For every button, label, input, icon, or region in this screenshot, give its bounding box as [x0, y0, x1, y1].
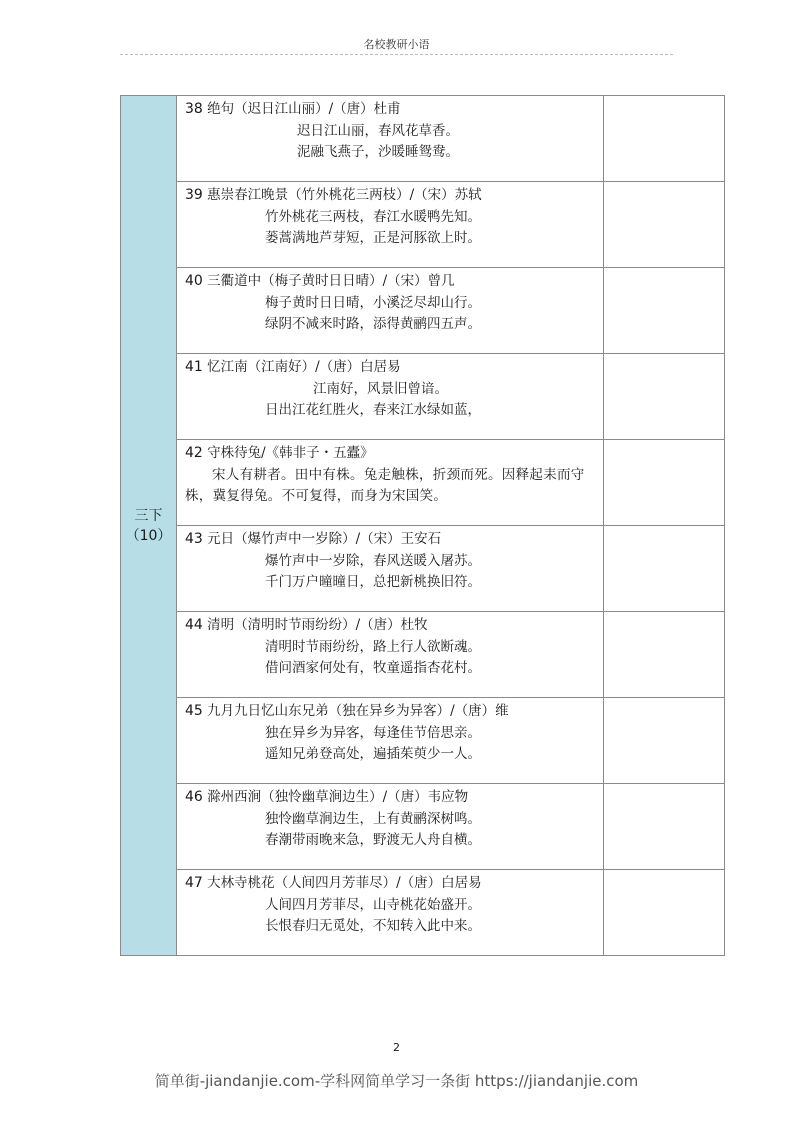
- poem-title: [185, 529, 597, 551]
- notes-cell: [604, 698, 725, 784]
- poem-line: 日出江花红胜火，春来江水绿如蓝，: [265, 402, 481, 418]
- poem-title: [185, 787, 597, 809]
- poem-title: [185, 357, 597, 379]
- poem-title-text: 三衢道中（梅子黄时日日晴）/（宋）曾几: [207, 273, 455, 289]
- poem-line: 梅子黄时日日晴，小溪泛尽却山行。: [265, 294, 481, 311]
- poem-cell: [177, 354, 604, 440]
- poem-line: 绿阴不减来时路，添得黄鹂四五声。: [265, 316, 481, 332]
- poem-number: 42: [185, 445, 203, 461]
- poem-table: [120, 95, 725, 956]
- poem-line: 长恨春归无觅处，不知转入此中来。: [265, 918, 481, 934]
- poem-title: [185, 701, 597, 723]
- poem-title-text: 元日（爆竹声中一岁除）/（宋）王安石: [207, 531, 442, 547]
- poem-cell: [177, 698, 604, 784]
- poem-title: [185, 271, 597, 293]
- prose-text: 宋人有耕者。田中有株。兔走触株，折颈而死。因释起耒而守株，冀复得兔。不可复得，而身为宋国笑。: [185, 466, 585, 504]
- poem-row: [121, 182, 725, 268]
- grade-cell: [121, 96, 177, 956]
- notes-cell: [604, 870, 725, 956]
- poem-cell: [177, 526, 604, 612]
- poem-row: [121, 526, 725, 612]
- poem-cell: [177, 182, 604, 268]
- poem-cell: [177, 870, 604, 956]
- poem-number: 44: [185, 617, 203, 633]
- page-number: 2: [393, 1041, 400, 1054]
- poem-number: 39: [185, 187, 203, 203]
- poem-row: [121, 784, 725, 870]
- poem-line: 千门万户曈曈日，总把新桃换旧符。: [265, 574, 481, 590]
- notes-cell: [604, 440, 725, 526]
- grade-count: （10）: [125, 527, 172, 544]
- notes-cell: [604, 354, 725, 440]
- notes-cell: [604, 612, 725, 698]
- poem-title-text: 守株待兔/《韩非子・五蠹》: [207, 445, 374, 461]
- poem-line: 春潮带雨晚来急，野渡无人舟自横。: [265, 832, 481, 848]
- poem-title-text: 绝句（迟日江山丽）/（唐）杜甫: [207, 101, 401, 117]
- notes-cell: [604, 182, 725, 268]
- poem-line: 迟日江山丽，春风花草香。: [297, 122, 459, 139]
- poem-title: [185, 873, 597, 895]
- poem-number: 45: [185, 703, 203, 719]
- poem-title-text: 九月九日忆山东兄弟（独在异乡为异客）/（唐）维: [207, 703, 509, 719]
- poem-row: [121, 268, 725, 354]
- poem-line: 爆竹声中一岁除，春风送暖入屠苏。: [265, 552, 481, 569]
- poem-cell: [177, 440, 604, 526]
- poem-row: [121, 612, 725, 698]
- grade-label: 三下: [134, 507, 163, 524]
- poem-line: 独在异乡为异客，每逢佳节倍思亲。: [265, 724, 481, 741]
- notes-cell: [604, 784, 725, 870]
- poem-row: [121, 698, 725, 784]
- poem-row: [121, 96, 725, 182]
- poem-number: 47: [185, 875, 203, 891]
- notes-cell: [604, 268, 725, 354]
- poem-title: [185, 443, 597, 465]
- poem-title-text: 忆江南（江南好）/（唐）白居易: [207, 359, 401, 375]
- poem-number: 38: [185, 101, 203, 117]
- poem-cell: [177, 612, 604, 698]
- footer-watermark: 简单街-jiandanjie.com-学科网简单学习一条街 https://jiandanjie.com: [154, 1072, 639, 1090]
- poem-row: [121, 870, 725, 956]
- poem-title: [185, 615, 597, 637]
- poem-title-text: 滁州西涧（独怜幽草涧边生）/（唐）韦应物: [207, 789, 469, 805]
- poem-title: [185, 185, 597, 207]
- poem-number: 46: [185, 789, 203, 805]
- poem-number: 40: [185, 273, 203, 289]
- poem-cell: [177, 268, 604, 354]
- poem-title-text: 大林寺桃花（人间四月芳菲尽）/（唐）白居易: [207, 875, 482, 891]
- poem-line: 遥知兄弟登高处，遍插茱萸少一人。: [265, 746, 481, 762]
- poem-cell: [177, 96, 604, 182]
- poem-title-text: 惠崇春江晚景（竹外桃花三两枝）/（宋）苏轼: [207, 187, 482, 203]
- poem-row: [121, 354, 725, 440]
- poem-line: 竹外桃花三两枝，春江水暖鸭先知。: [265, 208, 481, 225]
- poem-line: 清明时节雨纷纷，路上行人欲断魂。: [265, 638, 481, 655]
- poem-line: 独怜幽草涧边生，上有黄鹂深树鸣。: [265, 810, 481, 827]
- poem-line: 人间四月芳菲尽，山寺桃花始盛开。: [265, 896, 481, 913]
- poem-title-text: 清明（清明时节雨纷纷）/（唐）杜牧: [207, 617, 428, 633]
- poem-number: 43: [185, 531, 203, 547]
- poem-number: 41: [185, 359, 203, 375]
- notes-cell: [604, 96, 725, 182]
- poem-line: 江南好，风景旧曾谙。: [313, 380, 448, 397]
- header-divider: [120, 54, 673, 55]
- poem-row: [121, 440, 725, 526]
- poem-title: [185, 99, 597, 121]
- poem-line: 泥融飞燕子，沙暖睡鸳鸯。: [297, 144, 459, 160]
- page-header: 名校教研小语: [363, 38, 430, 51]
- poem-line: 蒌蒿满地芦芽短，正是河豚欲上时。: [265, 230, 481, 246]
- notes-cell: [604, 526, 725, 612]
- poem-line: 借问酒家何处有，牧童遥指杏花村。: [265, 660, 481, 676]
- poem-cell: [177, 784, 604, 870]
